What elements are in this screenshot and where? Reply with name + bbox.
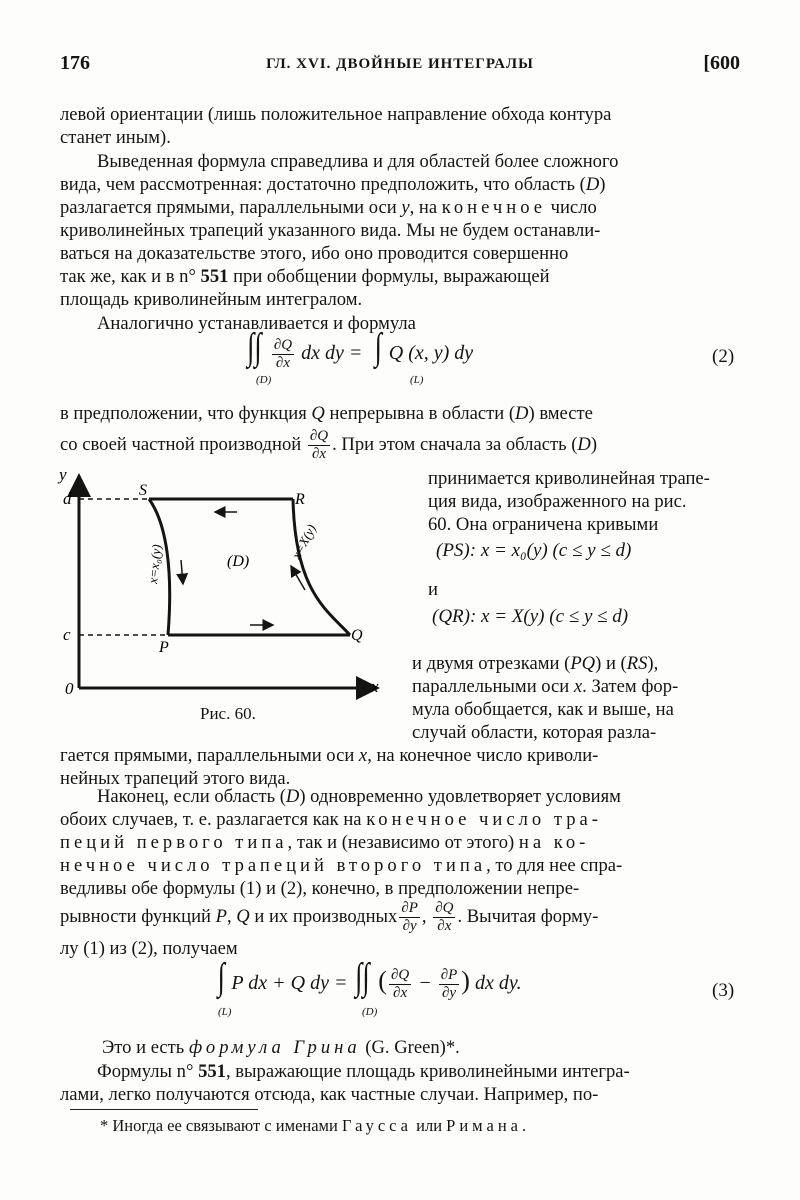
paragraph-4-line-11: нейных трапеций этого вида. [60,768,291,789]
curve-left-label: x=x₀(y) [145,543,165,585]
chapter-title: ГЛ. XVI. ДВОЙНЫЕ ИНТЕГРАЛЫ [266,56,534,72]
paragraph-4-line-3: принимается криволинейная трапе- [428,468,710,489]
paragraph-2-line-5: ваться на доказательстве этого, ибо оно проводится совершенно [60,243,569,264]
curve-right-label: x=X(y) [288,521,319,562]
paragraph-5-line-7: лу (1) из (2), получаем [60,938,238,959]
paragraph-4-line-9: случай области, которая разла- [412,722,657,743]
paragraph-4-line-2: со своей частной производной $\frac{\partial Q}{\partial x}$ . При этом сначала за область (D) [60,428,598,462]
footnote-rule [70,1109,258,1110]
paragraph-7-line-1: Формулы n° 551, выражающие площадь криволинейными интегра- [97,1061,630,1082]
paragraph-5-line-2: обоих случаев, т. е. разлагается как на конечное число тра- [60,809,602,830]
section-number: [600 [703,52,740,74]
paragraph-5-line-3: пеций первого типа, так и (независимо от этого) на ко- [60,832,590,853]
paragraph-2-line-2: вида, чем рассмотренная: достаточно предположить, что область (D) [60,174,606,195]
running-header [60,52,740,82]
paragraph-7-line-2: лами, легко получаются отсюда, как частные случаи. Например, по- [60,1084,599,1105]
paragraph-5-line-1: Наконец, если область (D) одновременно удовлетворяет условиям [97,786,621,807]
paragraph-4-line-10: гается прямыми, параллельными оси x, на конечное число криволи- [60,745,599,766]
arrow-left [181,560,183,584]
paragraph-4-line-6: и двумя отрезками (PQ) и (RS), [412,653,659,674]
paragraph-4-line-5: 60. Она ограничена кривыми [428,514,659,535]
conjunction-and: и [428,579,438,600]
paragraph-1-line-1: левой ориентации (лишь положительное направление обхода контура [60,104,612,125]
paragraph-5-line-6: рывности функций P, Q и их производных $\frac{\partial P}{\partial y}$ , $\frac{\partial Q}{\partial x}$ . Вычитая форму- [60,900,599,934]
paragraph-5-line-4: нечное число трапеций второго типа, то для нее спра- [60,855,623,876]
equation-2: ∫∫ $\frac{\partial Q}{\partial x}$ dx dy = ∫ Q (x, y) dy (D) (L) [247,326,474,386]
y-axis-label: y [59,465,67,484]
paragraph-4-line-8: мула обобщается, как и выше, на [412,699,674,720]
paragraph-2-line-6: так же, как и в n° 551 при обобщении формулы, выражающей [60,266,550,287]
paragraph-1-line-2: станет иным). [60,127,171,148]
paragraph-6: Это и есть формула Грина (G. Green)*. [102,1037,460,1058]
formula-qr: (QR): x = X(y) (c ≤ y ≤ d) [432,606,629,627]
point-q: Q [351,627,363,644]
figure-60 [55,462,400,722]
c-label: c [63,625,71,644]
footnote: * Иногда ее связывают с именами Гаусса или Римана. [100,1116,527,1135]
paragraph-4-line-1: в предположении, что функция Q непрерывна в области (D) вместе [60,403,593,424]
paragraph-2-line-4: криволинейных трапеций указанного вида. Мы не будем останавли- [60,220,601,241]
paragraph-4-line-4: ция вида, изображенного на рис. [428,491,687,512]
equation-2-number: (2) [712,346,735,367]
x-axis-label: x [371,677,379,696]
paragraph-2-line-7: площадь криволинейным интегралом. [60,289,363,310]
origin-label: 0 [65,679,74,698]
region-label: (D) [227,553,250,570]
formula-ps: (PS): x = x₀(y) (c ≤ y ≤ d) [436,540,632,561]
figure-caption: Рис. 60. [200,704,256,723]
point-p: P [159,639,169,656]
paragraph-2-line-3: разлагается прямыми, параллельными оси y, на конечное число [60,197,597,218]
paragraph-5-line-5: ведливы обе формулы (1) и (2), конечно, в предположении непре- [60,878,580,899]
point-r: R [295,491,305,508]
page-number: 176 [60,52,90,74]
equation-3-number: (3) [712,980,735,1001]
paragraph-3-line-1: Аналогично устанавливается и формула [97,313,416,334]
curve-qr [293,499,350,635]
equation-3: ∫ P dx + Q dy = ∫∫ ( $\frac{\partial Q}{\partial x}$ − $\frac{\partial P}{\partial y}$ ) dx dy. (L) (D) [217,956,522,1018]
paragraph-2-line-1: Выведенная формула справедлива и для областей более сложного [97,151,619,172]
point-s: S [139,482,147,499]
paragraph-4-line-7: параллельными оси x. Затем фор- [412,676,679,697]
d-label: d [63,489,72,508]
